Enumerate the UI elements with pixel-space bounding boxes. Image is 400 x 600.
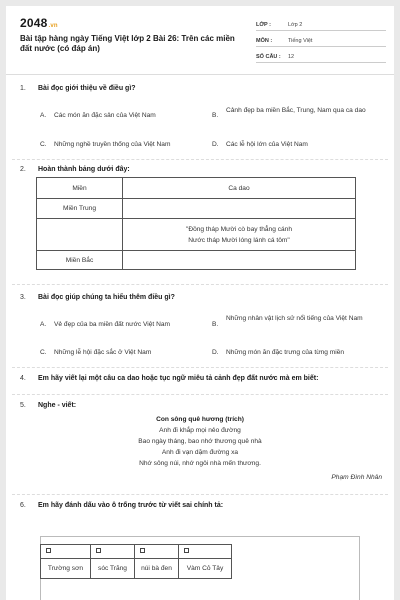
- region-cell: Miền Trung: [37, 199, 123, 219]
- header: [6, 6, 394, 68]
- option-letter: B.: [212, 112, 219, 119]
- question-number: 1.: [20, 85, 26, 92]
- table-header-row: [37, 178, 356, 199]
- poem-title: Con sông quê hương (trích): [156, 416, 244, 423]
- folk-cell: [123, 219, 356, 251]
- folk-line: "Đồng tháp Mười cò bay thẳng cánh: [185, 225, 293, 233]
- checkbox-cell[interactable]: [135, 545, 179, 559]
- column-header: Ca dao: [123, 178, 356, 199]
- region-table: [36, 177, 356, 270]
- question-text: Hoàn thành bảng dưới đây:: [38, 166, 130, 173]
- meta-label: SỐ CÂU :: [256, 54, 281, 60]
- question-number: 4.: [20, 375, 26, 382]
- meta-info: [256, 16, 386, 64]
- question-text: Em hãy viết lại một câu ca dao hoặc tục ngữ miêu tả cảnh đẹp đất nước mà em biết:: [38, 375, 319, 382]
- site-logo[interactable]: [20, 16, 58, 30]
- checkbox-row: [41, 545, 232, 559]
- divider: [12, 159, 388, 160]
- meta-value: 12: [288, 54, 295, 60]
- question-text: Bài đọc giới thiệu về điều gì?: [38, 85, 136, 92]
- question-text: Em hãy đánh dấu vào ô trống trước từ viết sai chính tả:: [38, 502, 224, 509]
- logo-suffix: .vn: [48, 23, 58, 29]
- word-row: [41, 559, 232, 579]
- option-text: Những món ăn đặc trưng của từng miền: [226, 349, 345, 356]
- option-text: Các món ăn đặc sản của Việt Nam: [54, 112, 156, 119]
- answer-cell[interactable]: [123, 251, 356, 270]
- option-letter: B.: [212, 321, 219, 328]
- option-text: Cảnh đẹp ba miền Bắc, Trung, Nam qua ca dao: [226, 107, 366, 114]
- poem: [6, 414, 394, 469]
- option-text: Những nghề truyền thống của Việt Nam: [54, 141, 171, 148]
- checkbox-cell[interactable]: [41, 545, 91, 559]
- poem-line: Anh đi khắp mọi nẻo đường: [159, 427, 241, 434]
- meta-row-subject: [256, 32, 386, 47]
- divider: [12, 367, 388, 368]
- word-cell: núi bà đen: [135, 559, 179, 579]
- meta-row-grade: [256, 16, 386, 31]
- question-number: 5.: [20, 402, 26, 409]
- word-cell: Trường sơn: [41, 559, 91, 579]
- option-letter: D.: [212, 141, 219, 148]
- checkbox-cell[interactable]: [179, 545, 232, 559]
- worksheet-page: [6, 6, 394, 600]
- option-letter: A.: [40, 321, 47, 328]
- logo-text: 2048: [20, 16, 48, 30]
- checkbox[interactable]: [184, 548, 189, 553]
- page-title: Bài tập hàng ngày Tiếng Việt lớp 2 Bài 26: Trên các miền đất nước (có đáp án): [20, 34, 235, 53]
- checkbox[interactable]: [46, 548, 51, 553]
- question-text: Bài đọc giúp chúng ta hiểu thêm điều gì?: [38, 294, 175, 301]
- table-row: [37, 251, 356, 270]
- option-text: Các lễ hội lớn của Việt Nam: [226, 141, 308, 148]
- option-letter: C.: [40, 141, 47, 148]
- folk-line: Nước tháp Mười lóng lánh cá tôm": [188, 236, 290, 244]
- question-number: 6.: [20, 502, 26, 509]
- option-letter: C.: [40, 349, 47, 356]
- option-letter: A.: [40, 112, 47, 119]
- option-text: Những nhân vật lịch sử nổi tiếng của Việt Nam: [226, 315, 363, 322]
- checkbox-cell[interactable]: [91, 545, 135, 559]
- checkbox[interactable]: [96, 548, 101, 553]
- question-number: 2.: [20, 166, 26, 173]
- divider: [12, 494, 388, 495]
- meta-row-count: [256, 48, 386, 63]
- meta-value: Tiếng Việt: [288, 38, 313, 44]
- table-row: [37, 199, 356, 219]
- spelling-table: [40, 544, 232, 579]
- poem-line: Nhớ sông núi, nhớ ngôi nhà mến thương.: [139, 460, 261, 467]
- poem-line: Anh đi vạn dặm đường xa: [161, 449, 239, 456]
- divider: [12, 394, 388, 395]
- answer-cell[interactable]: [37, 219, 123, 251]
- meta-label: LỚP :: [256, 22, 271, 28]
- poem-line: Bao ngày tháng, bao nhớ thương quê nhà: [138, 438, 262, 445]
- checkbox[interactable]: [140, 548, 145, 553]
- option-letter: D.: [212, 349, 219, 356]
- answer-cell[interactable]: [123, 199, 356, 219]
- divider: [12, 284, 388, 285]
- meta-value: Lớp 2: [288, 22, 303, 28]
- poem-author: Phạm Đình Nhân: [331, 474, 382, 481]
- region-cell: Miền Bắc: [37, 251, 123, 270]
- word-cell: Vàm Cỏ Tây: [179, 559, 232, 579]
- word-cell: sóc Trăng: [91, 559, 135, 579]
- meta-label: MÔN :: [256, 38, 273, 44]
- question-number: 3.: [20, 294, 26, 301]
- option-text: Vẻ đẹp của ba miền đất nước Việt Nam: [54, 321, 171, 328]
- table-row: [37, 219, 356, 251]
- question-text: Nghe - viết:: [38, 402, 77, 409]
- column-header: Miền: [37, 178, 123, 199]
- header-divider: [6, 74, 394, 75]
- option-text: Những lễ hội đặc sắc ở Việt Nam: [54, 349, 152, 356]
